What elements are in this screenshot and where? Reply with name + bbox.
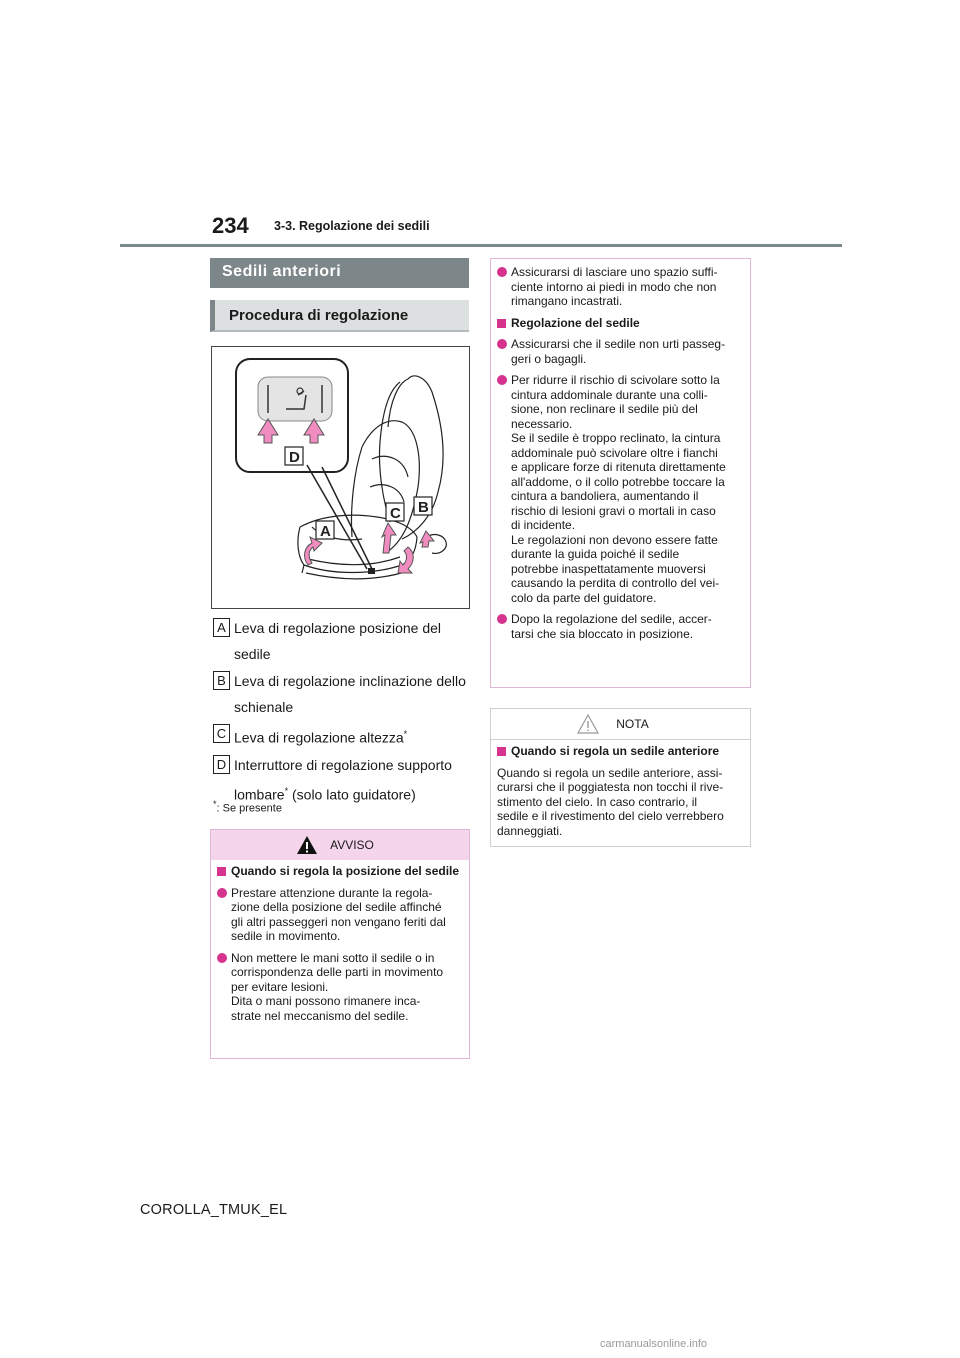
avviso-bullet: Assicurarsi di lasciare uno spazio suffi- ciente intorno ai piedi in modo che non rimangano incastrati. <box>497 265 742 309</box>
dot-bullet-icon <box>497 614 507 624</box>
callout-d: D <box>289 449 300 466</box>
legend-asterisk: * <box>403 729 408 739</box>
legend-suffix: (solo lato guidatore) <box>288 786 416 803</box>
avviso-body <box>211 860 469 1034</box>
square-bullet-icon <box>497 319 506 328</box>
avviso-heading: Regolazione del sedile <box>497 316 742 331</box>
warning-icon <box>296 835 318 855</box>
callout-c: C <box>390 505 401 522</box>
nota-body <box>491 740 750 849</box>
sub-heading: Procedura di regolazione <box>210 300 469 332</box>
section-header: 3-3. Regolazione dei sedili <box>274 219 430 233</box>
legend-key: B <box>213 671 230 690</box>
seat-figure <box>211 346 470 609</box>
avviso-continued-body <box>491 259 750 652</box>
avviso-bullet: Assicurarsi che il sedile non urti passeg- geri o bagagli. <box>497 337 742 366</box>
avviso-header <box>211 830 469 860</box>
legend-key: C <box>213 724 230 743</box>
legend-item-a <box>213 615 473 667</box>
avviso-bullet: Dopo la regolazione del sedile, accer- tarsi che sia bloccato in posizione. <box>497 612 742 641</box>
legend-text: Interruttore di regolazione supporto lombare <box>234 756 452 803</box>
header-rule <box>120 244 842 247</box>
watermark: carmanualsonline.info <box>600 1338 708 1350</box>
avviso-title: AVVISO <box>330 838 374 852</box>
document-id: COROLLA_TMUK_EL <box>140 1202 288 1218</box>
footnote-mark: * <box>213 799 217 809</box>
nota-heading: Quando si regola un sedile anteriore <box>497 744 742 759</box>
avviso-bullet: Prestare attenzione durante la regola- zione della posizione del sedile affinché gli altri passeggeri non vengano feriti dal sedile in movimento. <box>217 886 461 944</box>
dot-bullet-icon <box>217 888 227 898</box>
footnote <box>213 799 282 815</box>
legend-item-c <box>213 721 473 751</box>
nota-header <box>491 709 750 740</box>
seat-illustration <box>212 347 469 608</box>
caution-icon <box>577 714 599 734</box>
dot-bullet-icon <box>217 953 227 963</box>
legend-text: Leva di regolazione inclinazione dello schienale <box>234 673 466 715</box>
legend-text: Leva di regolazione altezza <box>234 729 404 746</box>
callout-a: A <box>320 523 331 540</box>
nota-paragraph: Quando si regola un sedile anteriore, assi- curarsi che il poggiatesta non tocchi il rive- stimento del cielo. In caso contrario, il sedile e il rivestimento del cielo verrebbero danneggiati. <box>497 765 724 838</box>
callout-b: B <box>418 499 429 516</box>
dot-bullet-icon <box>497 267 507 277</box>
dot-bullet-icon <box>497 339 507 349</box>
legend-asterisk: * <box>284 785 289 796</box>
legend-key: D <box>213 755 230 774</box>
main-heading: Sedili anteriori <box>210 258 469 288</box>
avviso-bullet: Per ridurre il rischio di scivolare sotto la cintura addominale durante una colli- sione, non reclinare il sedile più del necessario. Se il sedile è troppo reclinato, la cintura addominale può scivolare oltre i fianchi e applicare forze di ritenuta direttamente all'addome, o il collo potrebbe toccare la cintura a bandoliera, aumentando il rischio di lesioni gravi o mortali in caso di incidente. Le regolazioni non devono essere fatte durante la guida poiché il sedile potrebbe inaspettatamente muoversi causando la perdita di controllo del vei- colo da parte del guidatore. <box>497 373 742 605</box>
nota-box <box>490 708 751 847</box>
page-number: 234 <box>212 213 249 238</box>
legend-text: Leva di regolazione posizione del sedile <box>234 620 442 662</box>
avviso-continued-box <box>490 258 751 688</box>
legend-key: A <box>213 618 230 637</box>
dot-bullet-icon <box>497 375 507 385</box>
avviso-heading: Quando si regola la posizione del sedile <box>217 864 461 879</box>
figure-legend <box>213 615 473 808</box>
avviso-bullet: Non mettere le mani sotto il sedile o in corrispondenza delle parti in movimento per evitare lesioni. Dita o mani possono rimanere inca- strate nel meccanismo del sedile. <box>217 951 461 1024</box>
footnote-text: : Se presente <box>216 802 282 815</box>
legend-item-b <box>213 668 473 720</box>
square-bullet-icon <box>497 747 506 756</box>
nota-title: NOTA <box>616 717 649 731</box>
square-bullet-icon <box>217 867 226 876</box>
avviso-box <box>210 829 470 1059</box>
